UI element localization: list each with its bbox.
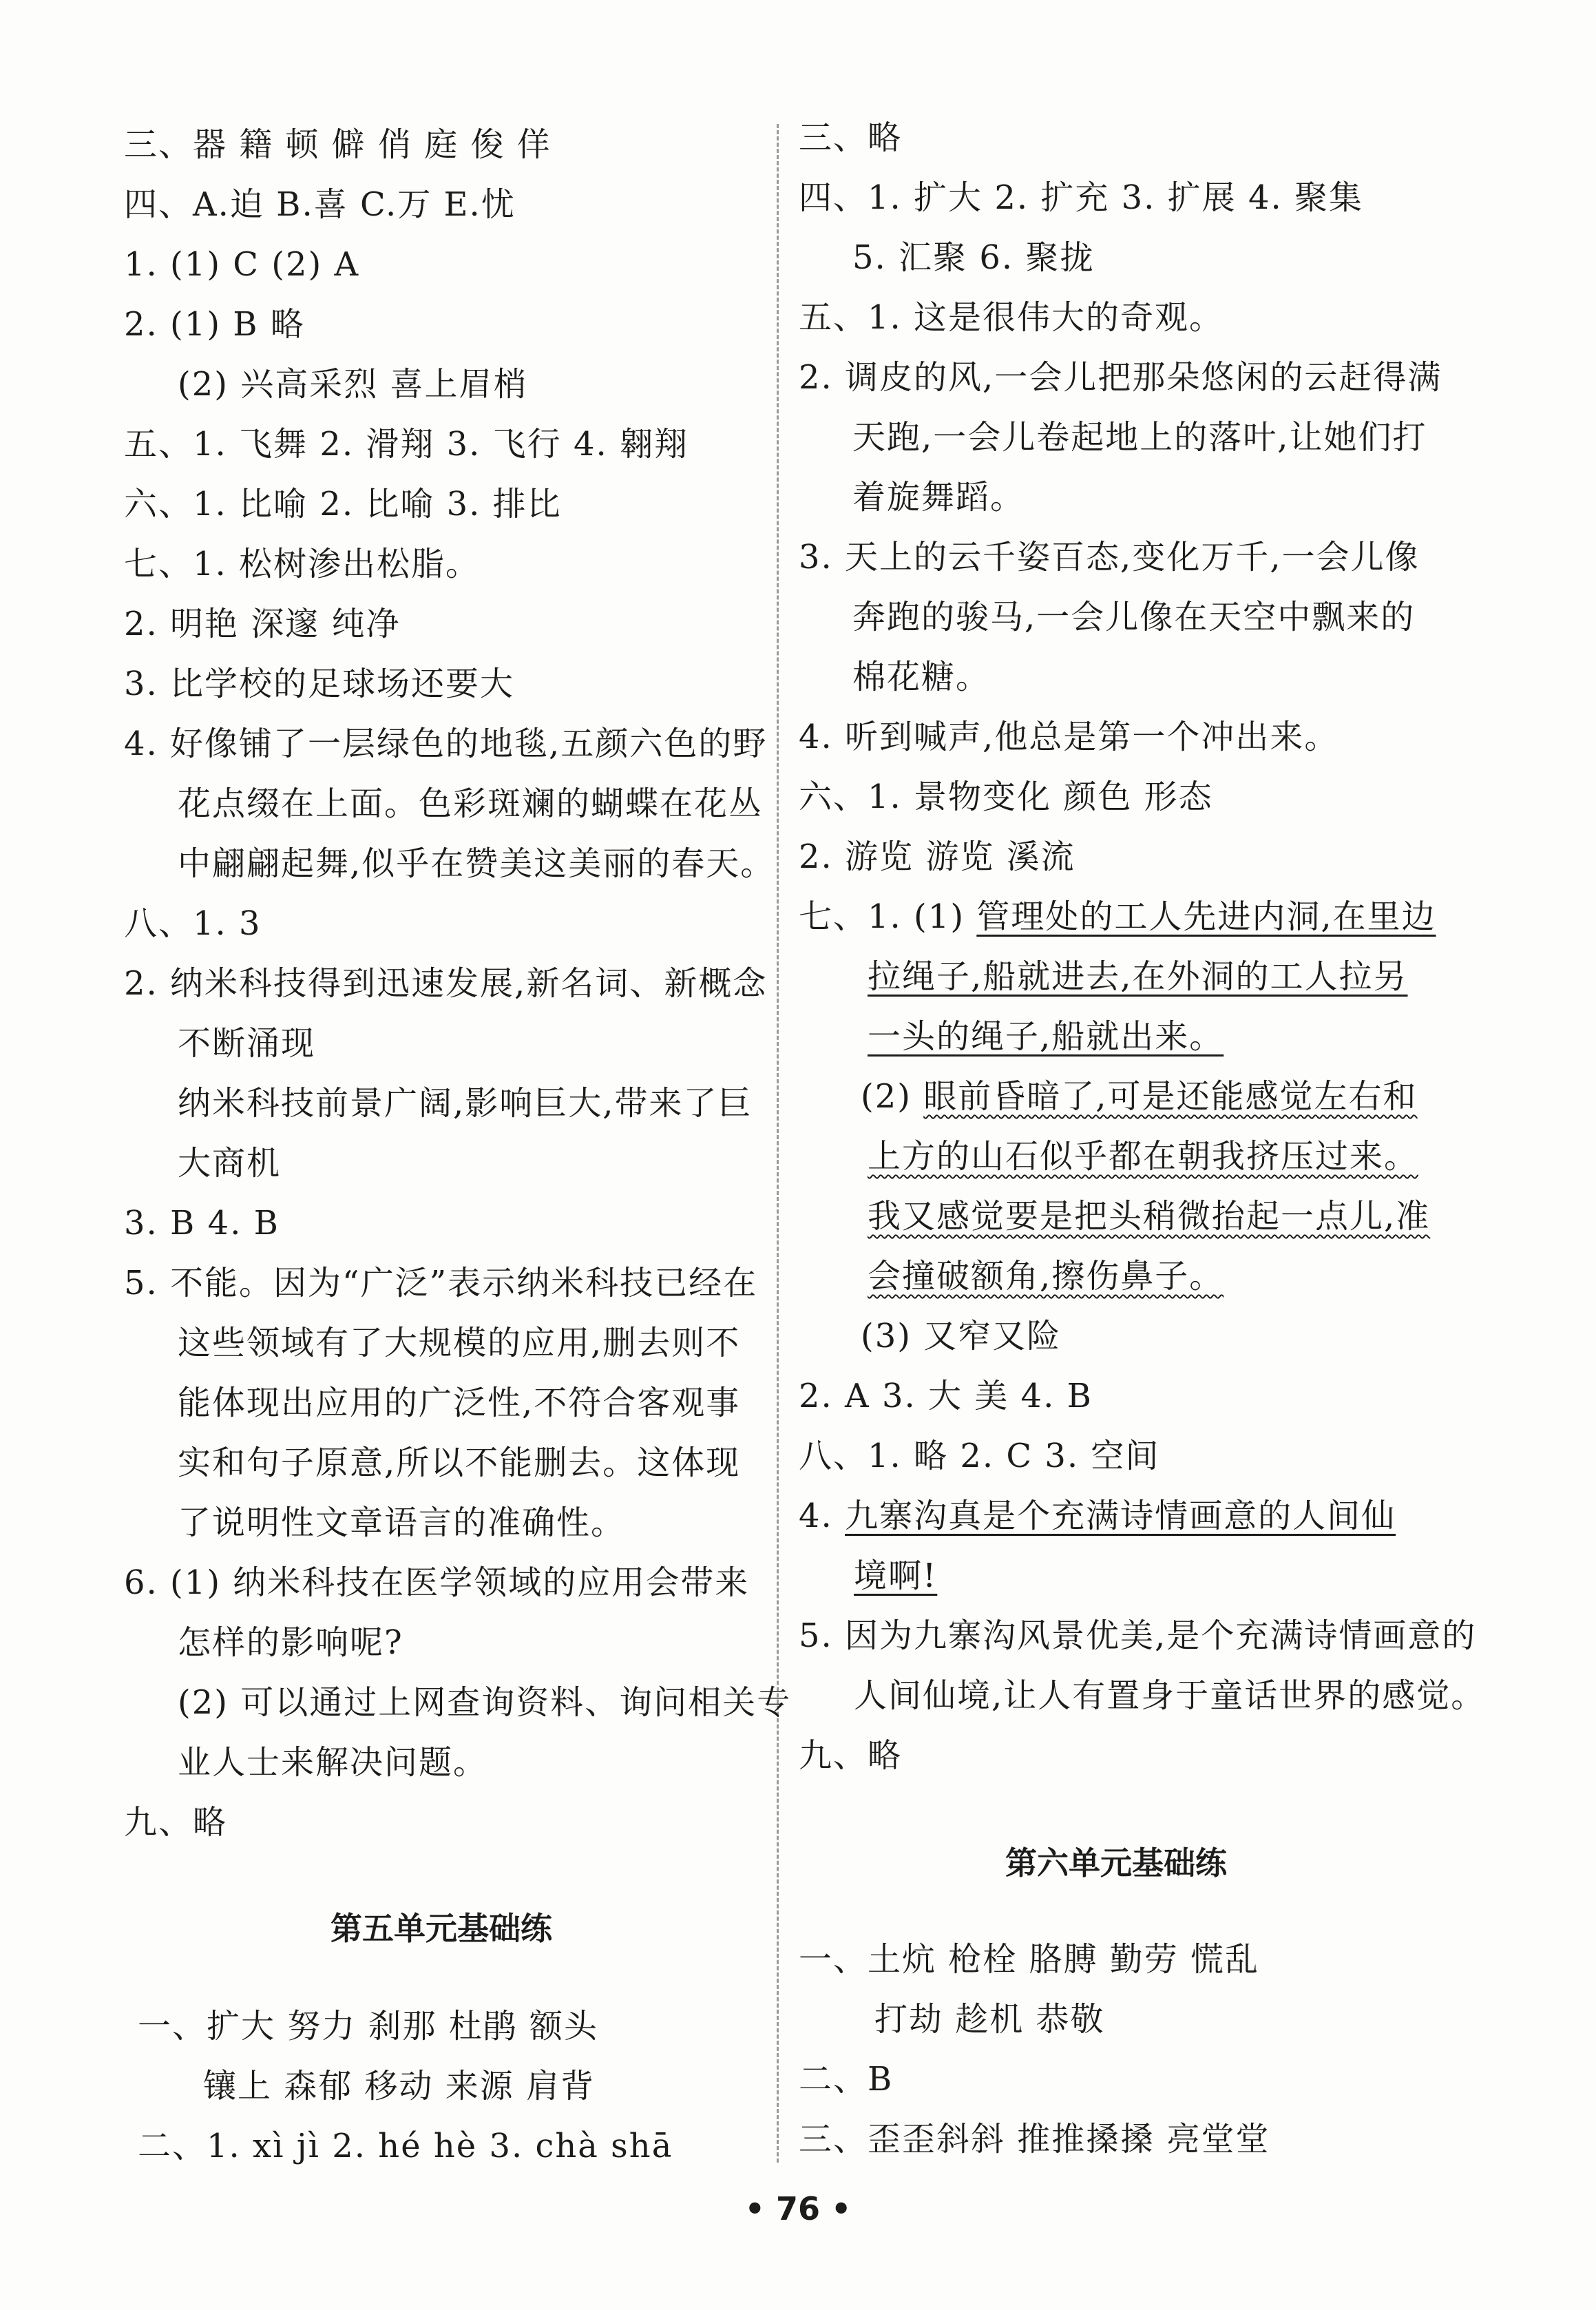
answer-line	[868, 1136, 1418, 1177]
section-heading-unit6: 第六单元基础练	[1005, 1844, 1227, 1882]
answer-line	[868, 1196, 1430, 1237]
underlined-answer: 一头的绳子,船就出来。	[868, 1017, 1224, 1056]
answer-line: 3. 天上的云千姿百态,变化万千,一会儿像	[799, 538, 1420, 576]
answer-line: 四、A.迫 B.喜 C.万 E.忧	[124, 185, 516, 224]
answer-line: 八、1. 3	[124, 904, 262, 943]
answer-label: (2)	[861, 1077, 924, 1116]
answer-line: 5. 汇聚 6. 聚拢	[852, 238, 1095, 277]
answer-line	[799, 1495, 1396, 1537]
answer-line	[861, 1076, 1418, 1117]
underlined-answer: 管理处的工人先进内洞,在里边	[976, 897, 1436, 936]
answer-line: 奔跑的骏马,一会儿像在天空中飘来的	[852, 598, 1416, 636]
answer-line: 2. A 3. 大 美 4. B	[799, 1377, 1093, 1415]
answer-line: 2. 明艳 深邃 纯净	[124, 605, 401, 643]
answer-line: 二、1. xì jì 2. hé hè 3. chà shā	[138, 2127, 673, 2165]
answer-line: (3) 又窄又险	[861, 1317, 1062, 1355]
underlined-answer: 九寨沟真是个充满诗情画意的人间仙	[845, 1497, 1396, 1535]
answer-line: 五、1. 这是很伟大的奇观。	[799, 298, 1224, 337]
answer-line: 大商机	[178, 1144, 282, 1183]
answer-line: 九、略	[799, 1736, 903, 1775]
answer-line: 5. 不能。因为“广泛”表示纳米科技已经在	[124, 1264, 758, 1302]
answer-line: 六、1. 比喻 2. 比喻 3. 排比	[124, 485, 562, 523]
underlined-answer: 拉绳子,船就进去,在外洞的工人拉另	[868, 957, 1408, 996]
answer-line: 不断涌现	[178, 1024, 316, 1063]
answer-line: 一、土炕 枪栓 胳膊 勤劳 慌乱	[799, 1940, 1260, 1979]
answer-line: 5. 因为九寨沟风景优美,是个充满诗情画意的	[799, 1616, 1477, 1655]
answer-label: 4.	[799, 1497, 846, 1535]
answer-line: 四、1. 扩大 2. 扩充 3. 扩展 4. 聚集	[799, 178, 1363, 217]
answer-line: 人间仙境,让人有置身于童话世界的感觉。	[854, 1676, 1486, 1715]
section-heading-unit5: 第五单元基础练	[330, 1910, 552, 1947]
answer-line: 6. (1) 纳米科技在医学领域的应用会带来	[124, 1563, 750, 1602]
answer-line: 镶上 森郁 移动 来源 肩背	[203, 2067, 596, 2105]
answer-line: 纳米科技前景广阔,影响巨大,带来了巨	[178, 1084, 753, 1123]
answer-line	[868, 1256, 1224, 1297]
wavy-underlined-answer: 上方的山石似乎都在朝我挤压过来。	[868, 1137, 1419, 1176]
answer-line: 二、B	[799, 2060, 894, 2099]
underlined-answer: 境啊!	[854, 1557, 938, 1595]
answer-line	[854, 1555, 937, 1596]
answer-line: 一、扩大 努力 刹那 杜鹃 额头	[138, 2007, 599, 2046]
answer-line: 三、器 籍 顿 僻 俏 庭 俊 佯	[124, 125, 552, 164]
answer-line: 2. 纳米科技得到迅速发展,新名词、新概念	[124, 964, 768, 1003]
answer-line: 三、略	[799, 118, 903, 157]
answer-line: 3. 比学校的足球场还要大	[124, 665, 515, 703]
answer-line: 打劫 趁机 恭敬	[874, 2000, 1105, 2039]
answer-line: 4. 好像铺了一层绿色的地毯,五颜六色的野	[124, 725, 768, 763]
answer-line: 2. 调皮的风,一会儿把那朵悠闲的云赶得满	[799, 358, 1442, 397]
answer-line: 这些领域有了大规模的应用,删去则不	[178, 1324, 741, 1362]
answer-line: 五、1. 飞舞 2. 滑翔 3. 飞行 4. 翱翔	[124, 425, 689, 464]
answer-line	[868, 1016, 1224, 1057]
answer-line: 九、略	[124, 1803, 228, 1842]
answer-line: 了说明性文章语言的准确性。	[178, 1503, 626, 1542]
page-number: • 76 •	[744, 2190, 852, 2227]
answer-line: 业人士来解决问题。	[178, 1743, 488, 1782]
wavy-underlined-answer: 眼前昏暗了,可是还能感觉左右和	[923, 1077, 1418, 1116]
answer-line: (2) 兴高采烈 喜上眉梢	[178, 365, 528, 404]
answer-line: 2. 游览 游览 溪流	[799, 837, 1075, 876]
answer-line: 天跑,一会儿卷起地上的落叶,让她们打	[852, 418, 1427, 457]
answer-line: 4. 听到喊声,他总是第一个冲出来。	[799, 718, 1339, 756]
answer-line	[868, 956, 1408, 997]
answer-label: 七、1. (1)	[799, 897, 977, 936]
answer-line: 能体现出应用的广泛性,不符合客观事	[178, 1384, 741, 1422]
answer-line: 八、1. 略 2. C 3. 空间	[799, 1437, 1160, 1475]
answer-line: 3. B 4. B	[124, 1204, 280, 1242]
column-divider	[777, 124, 779, 2163]
answer-line: 七、1. 松树渗出松脂。	[124, 545, 481, 583]
answer-line	[799, 896, 1436, 937]
answer-line: (2) 可以通过上网查询资料、询问相关专	[178, 1683, 792, 1722]
answer-line: 六、1. 景物变化 颜色 形态	[799, 778, 1213, 816]
answer-line: 棉花糖。	[852, 658, 991, 696]
answer-line: 花点缀在上面。色彩斑斓的蝴蝶在花丛	[178, 784, 764, 823]
answer-line: 1. (1) C (2) A	[124, 245, 360, 284]
answer-line: 三、歪歪斜斜 推推搡搡 亮堂堂	[799, 2120, 1270, 2158]
wavy-underlined-answer: 会撞破额角,擦伤鼻子。	[868, 1257, 1224, 1296]
answer-line: 怎样的影响呢?	[178, 1623, 403, 1662]
answer-line: 2. (1) B 略	[124, 305, 305, 344]
answer-line: 着旋舞蹈。	[852, 478, 1025, 517]
wavy-underlined-answer: 我又感觉要是把头稍微抬起一点儿,准	[868, 1197, 1431, 1236]
answer-line: 中翩翩起舞,似乎在赞美这美丽的春天。	[178, 844, 775, 883]
answer-line: 实和句子原意,所以不能删去。这体现	[178, 1444, 741, 1482]
